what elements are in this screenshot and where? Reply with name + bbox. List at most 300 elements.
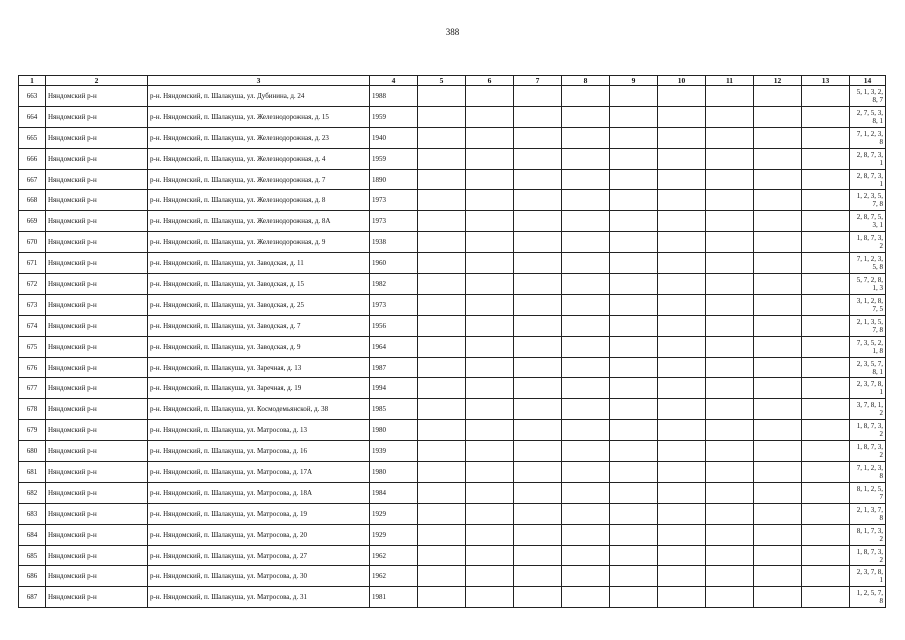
- empty-cell-col-12: [754, 294, 802, 315]
- address-cell: р-н. Няндомский, п. Шалакуша, ул. Железнодорожная, д. 8А: [148, 211, 370, 232]
- empty-cell-col-13: [802, 566, 850, 587]
- empty-cell-col-9: [610, 566, 658, 587]
- empty-cell-col-7: [514, 566, 562, 587]
- empty-cell-col-12: [754, 253, 802, 274]
- address-cell: р-н. Няндомский, п. Шалакуша, ул. Железнодорожная, д. 7: [148, 169, 370, 190]
- empty-cell-col-10: [658, 357, 706, 378]
- codes-cell: 1, 2, 3, 5, 7, 8: [850, 190, 886, 211]
- empty-cell-col-5: [418, 587, 466, 608]
- address-cell: р-н. Няндомский, п. Шалакуша, ул. Матросова, д. 18А: [148, 482, 370, 503]
- column-header-3: 3: [148, 76, 370, 86]
- table-row: [19, 86, 886, 107]
- row-number: 672: [19, 274, 46, 295]
- year-cell: 1994: [370, 378, 418, 399]
- empty-cell-col-6: [466, 336, 514, 357]
- empty-cell-col-11: [706, 211, 754, 232]
- empty-cell-col-10: [658, 127, 706, 148]
- empty-cell-col-8: [562, 587, 610, 608]
- empty-cell-col-5: [418, 106, 466, 127]
- year-cell: 1973: [370, 294, 418, 315]
- district-cell: Няндомский р-н: [46, 232, 148, 253]
- empty-cell-col-10: [658, 441, 706, 462]
- empty-cell-col-9: [610, 378, 658, 399]
- empty-cell-col-5: [418, 357, 466, 378]
- row-number: 671: [19, 253, 46, 274]
- empty-cell-col-6: [466, 274, 514, 295]
- empty-cell-col-9: [610, 420, 658, 441]
- district-cell: Няндомский р-н: [46, 169, 148, 190]
- empty-cell-col-7: [514, 211, 562, 232]
- district-cell: Няндомский р-н: [46, 482, 148, 503]
- empty-cell-col-6: [466, 253, 514, 274]
- empty-cell-col-12: [754, 545, 802, 566]
- empty-cell-col-12: [754, 503, 802, 524]
- empty-cell-col-13: [802, 378, 850, 399]
- empty-cell-col-5: [418, 336, 466, 357]
- address-cell: р-н. Няндомский, п. Шалакуша, ул. Матросова, д. 30: [148, 566, 370, 587]
- empty-cell-col-6: [466, 211, 514, 232]
- empty-cell-col-13: [802, 211, 850, 232]
- empty-cell-col-12: [754, 148, 802, 169]
- empty-cell-col-9: [610, 148, 658, 169]
- empty-cell-col-7: [514, 169, 562, 190]
- district-cell: Няндомский р-н: [46, 274, 148, 295]
- empty-cell-col-5: [418, 253, 466, 274]
- empty-cell-col-8: [562, 482, 610, 503]
- header-row: [19, 76, 886, 86]
- empty-cell-col-6: [466, 148, 514, 169]
- empty-cell-col-6: [466, 315, 514, 336]
- empty-cell-col-12: [754, 190, 802, 211]
- empty-cell-col-12: [754, 441, 802, 462]
- empty-cell-col-11: [706, 294, 754, 315]
- empty-cell-col-11: [706, 127, 754, 148]
- empty-cell-col-6: [466, 86, 514, 107]
- empty-cell-col-11: [706, 169, 754, 190]
- page-number: 388: [445, 27, 460, 37]
- empty-cell-col-10: [658, 524, 706, 545]
- empty-cell-col-5: [418, 545, 466, 566]
- address-cell: р-н. Няндомский, п. Шалакуша, ул. Заречная, д. 19: [148, 378, 370, 399]
- empty-cell-col-12: [754, 86, 802, 107]
- row-number: 664: [19, 106, 46, 127]
- year-cell: 1959: [370, 148, 418, 169]
- empty-cell-col-10: [658, 420, 706, 441]
- address-cell: р-н. Няндомский, п. Шалакуша, ул. Матросова, д. 19: [148, 503, 370, 524]
- codes-cell: 1, 8, 7, 3, 2: [850, 441, 886, 462]
- year-cell: 1981: [370, 587, 418, 608]
- codes-cell: 7, 3, 5, 2, 1, 8: [850, 336, 886, 357]
- district-cell: Няндомский р-н: [46, 127, 148, 148]
- codes-cell: 1, 2, 5, 7, 8: [850, 587, 886, 608]
- empty-cell-col-9: [610, 503, 658, 524]
- district-cell: Няндомский р-н: [46, 399, 148, 420]
- empty-cell-col-9: [610, 86, 658, 107]
- empty-cell-col-9: [610, 482, 658, 503]
- table-row: [19, 420, 886, 441]
- codes-cell: 2, 3, 5, 7, 8, 1: [850, 357, 886, 378]
- empty-cell-col-13: [802, 482, 850, 503]
- empty-cell-col-8: [562, 274, 610, 295]
- column-header-7: 7: [514, 76, 562, 86]
- table-row: [19, 482, 886, 503]
- empty-cell-col-7: [514, 545, 562, 566]
- row-number: 687: [19, 587, 46, 608]
- empty-cell-col-8: [562, 253, 610, 274]
- empty-cell-col-13: [802, 420, 850, 441]
- address-cell: р-н. Няндомский, п. Шалакуша, ул. Дубинина, д. 24: [148, 86, 370, 107]
- empty-cell-col-6: [466, 566, 514, 587]
- empty-cell-col-10: [658, 148, 706, 169]
- empty-cell-col-13: [802, 232, 850, 253]
- empty-cell-col-10: [658, 399, 706, 420]
- year-cell: 1960: [370, 253, 418, 274]
- empty-cell-col-8: [562, 232, 610, 253]
- empty-cell-col-5: [418, 86, 466, 107]
- year-cell: 1938: [370, 232, 418, 253]
- year-cell: 1962: [370, 545, 418, 566]
- empty-cell-col-6: [466, 462, 514, 483]
- empty-cell-col-8: [562, 127, 610, 148]
- address-cell: р-н. Няндомский, п. Шалакуша, ул. Заводская, д. 7: [148, 315, 370, 336]
- empty-cell-col-8: [562, 86, 610, 107]
- row-number: 680: [19, 441, 46, 462]
- codes-cell: 5, 1, 3, 2, 8, 7: [850, 86, 886, 107]
- empty-cell-col-9: [610, 169, 658, 190]
- address-cell: р-н. Няндомский, п. Шалакуша, ул. Матросова, д. 13: [148, 420, 370, 441]
- empty-cell-col-12: [754, 482, 802, 503]
- empty-cell-col-6: [466, 127, 514, 148]
- codes-cell: 1, 8, 7, 3, 2: [850, 232, 886, 253]
- column-header-12: 12: [754, 76, 802, 86]
- district-cell: Няндомский р-н: [46, 106, 148, 127]
- empty-cell-col-9: [610, 357, 658, 378]
- empty-cell-col-5: [418, 524, 466, 545]
- column-header-5: 5: [418, 76, 466, 86]
- district-cell: Няндомский р-н: [46, 336, 148, 357]
- table-row: [19, 462, 886, 483]
- district-cell: Няндомский р-н: [46, 378, 148, 399]
- empty-cell-col-9: [610, 106, 658, 127]
- empty-cell-col-9: [610, 441, 658, 462]
- empty-cell-col-7: [514, 127, 562, 148]
- empty-cell-col-12: [754, 232, 802, 253]
- empty-cell-col-10: [658, 315, 706, 336]
- empty-cell-col-9: [610, 399, 658, 420]
- empty-cell-col-11: [706, 441, 754, 462]
- table-row: [19, 315, 886, 336]
- codes-cell: 2, 1, 3, 7, 8: [850, 503, 886, 524]
- address-cell: р-н. Няндомский, п. Шалакуша, ул. Матросова, д. 17А: [148, 462, 370, 483]
- empty-cell-col-13: [802, 274, 850, 295]
- empty-cell-col-10: [658, 294, 706, 315]
- empty-cell-col-5: [418, 148, 466, 169]
- table-row: [19, 127, 886, 148]
- empty-cell-col-8: [562, 524, 610, 545]
- year-cell: 1959: [370, 106, 418, 127]
- empty-cell-col-11: [706, 148, 754, 169]
- empty-cell-col-13: [802, 190, 850, 211]
- empty-cell-col-8: [562, 566, 610, 587]
- empty-cell-col-7: [514, 315, 562, 336]
- year-cell: 1982: [370, 274, 418, 295]
- column-header-10: 10: [658, 76, 706, 86]
- empty-cell-col-13: [802, 106, 850, 127]
- empty-cell-col-11: [706, 587, 754, 608]
- year-cell: 1980: [370, 420, 418, 441]
- codes-cell: 7, 1, 2, 3, 8: [850, 462, 886, 483]
- address-cell: р-н. Няндомский, п. Шалакуша, ул. Железнодорожная, д. 8: [148, 190, 370, 211]
- row-number: 667: [19, 169, 46, 190]
- empty-cell-col-5: [418, 169, 466, 190]
- district-cell: Няндомский р-н: [46, 524, 148, 545]
- table-row: [19, 545, 886, 566]
- year-cell: 1929: [370, 524, 418, 545]
- empty-cell-col-11: [706, 232, 754, 253]
- row-number: 669: [19, 211, 46, 232]
- row-number: 681: [19, 462, 46, 483]
- empty-cell-col-6: [466, 420, 514, 441]
- codes-cell: 2, 3, 7, 8, 1: [850, 566, 886, 587]
- housing-register-table: [18, 75, 886, 608]
- empty-cell-col-5: [418, 378, 466, 399]
- empty-cell-col-12: [754, 462, 802, 483]
- row-number: 682: [19, 482, 46, 503]
- address-cell: р-н. Няндомский, п. Шалакуша, ул. Заводская, д. 15: [148, 274, 370, 295]
- empty-cell-col-13: [802, 315, 850, 336]
- column-header-4: 4: [370, 76, 418, 86]
- district-cell: Няндомский р-н: [46, 253, 148, 274]
- empty-cell-col-6: [466, 587, 514, 608]
- empty-cell-col-12: [754, 106, 802, 127]
- address-cell: р-н. Няндомский, п. Шалакуша, ул. Железнодорожная, д. 15: [148, 106, 370, 127]
- empty-cell-col-10: [658, 211, 706, 232]
- address-cell: р-н. Няндомский, п. Шалакуша, ул. Заводская, д. 25: [148, 294, 370, 315]
- row-number: 663: [19, 86, 46, 107]
- codes-cell: 1, 8, 7, 3, 2: [850, 420, 886, 441]
- empty-cell-col-5: [418, 462, 466, 483]
- empty-cell-col-10: [658, 190, 706, 211]
- empty-cell-col-12: [754, 211, 802, 232]
- empty-cell-col-9: [610, 315, 658, 336]
- empty-cell-col-13: [802, 357, 850, 378]
- empty-cell-col-12: [754, 420, 802, 441]
- empty-cell-col-12: [754, 169, 802, 190]
- empty-cell-col-7: [514, 441, 562, 462]
- empty-cell-col-10: [658, 462, 706, 483]
- row-number: 683: [19, 503, 46, 524]
- empty-cell-col-9: [610, 253, 658, 274]
- row-number: 678: [19, 399, 46, 420]
- empty-cell-col-10: [658, 566, 706, 587]
- empty-cell-col-8: [562, 462, 610, 483]
- table-row: [19, 232, 886, 253]
- codes-cell: 5, 7, 2, 8, 1, 3: [850, 274, 886, 295]
- empty-cell-col-6: [466, 169, 514, 190]
- empty-cell-col-12: [754, 127, 802, 148]
- year-cell: 1964: [370, 336, 418, 357]
- empty-cell-col-12: [754, 357, 802, 378]
- empty-cell-col-7: [514, 106, 562, 127]
- empty-cell-col-12: [754, 524, 802, 545]
- empty-cell-col-11: [706, 545, 754, 566]
- codes-cell: 7, 1, 2, 3, 5, 8: [850, 253, 886, 274]
- year-cell: 1985: [370, 399, 418, 420]
- codes-cell: 2, 8, 7, 5, 3, 1: [850, 211, 886, 232]
- year-cell: 1956: [370, 315, 418, 336]
- district-cell: Няндомский р-н: [46, 190, 148, 211]
- codes-cell: 8, 1, 7, 3, 2: [850, 524, 886, 545]
- table-row: [19, 357, 886, 378]
- empty-cell-col-13: [802, 253, 850, 274]
- empty-cell-col-13: [802, 336, 850, 357]
- district-cell: Няндомский р-н: [46, 566, 148, 587]
- empty-cell-col-9: [610, 190, 658, 211]
- empty-cell-col-11: [706, 190, 754, 211]
- empty-cell-col-7: [514, 399, 562, 420]
- empty-cell-col-5: [418, 315, 466, 336]
- empty-cell-col-8: [562, 148, 610, 169]
- year-cell: 1939: [370, 441, 418, 462]
- district-cell: Няндомский р-н: [46, 441, 148, 462]
- table-header: [19, 76, 886, 86]
- empty-cell-col-10: [658, 482, 706, 503]
- table-row: [19, 336, 886, 357]
- codes-cell: 2, 7, 5, 3, 8, 1: [850, 106, 886, 127]
- table-row: [19, 106, 886, 127]
- empty-cell-col-9: [610, 587, 658, 608]
- column-header-2: 2: [46, 76, 148, 86]
- empty-cell-col-6: [466, 294, 514, 315]
- empty-cell-col-10: [658, 169, 706, 190]
- empty-cell-col-13: [802, 545, 850, 566]
- empty-cell-col-10: [658, 274, 706, 295]
- codes-cell: 3, 7, 8, 1, 2: [850, 399, 886, 420]
- empty-cell-col-7: [514, 148, 562, 169]
- empty-cell-col-6: [466, 441, 514, 462]
- table-row: [19, 441, 886, 462]
- empty-cell-col-7: [514, 336, 562, 357]
- empty-cell-col-12: [754, 378, 802, 399]
- empty-cell-col-11: [706, 503, 754, 524]
- empty-cell-col-8: [562, 336, 610, 357]
- empty-cell-col-7: [514, 482, 562, 503]
- row-number: 685: [19, 545, 46, 566]
- empty-cell-col-10: [658, 336, 706, 357]
- district-cell: Няндомский р-н: [46, 462, 148, 483]
- empty-cell-col-5: [418, 232, 466, 253]
- table-row: [19, 274, 886, 295]
- codes-cell: 2, 8, 7, 3, 1: [850, 148, 886, 169]
- empty-cell-col-11: [706, 357, 754, 378]
- year-cell: 1929: [370, 503, 418, 524]
- address-cell: р-н. Няндомский, п. Шалакуша, ул. Железнодорожная, д. 4: [148, 148, 370, 169]
- address-cell: р-н. Няндомский, п. Шалакуша, ул. Космодемьянской, д. 38: [148, 399, 370, 420]
- empty-cell-col-6: [466, 190, 514, 211]
- empty-cell-col-7: [514, 587, 562, 608]
- empty-cell-col-6: [466, 482, 514, 503]
- year-cell: 1962: [370, 566, 418, 587]
- row-number: 668: [19, 190, 46, 211]
- empty-cell-col-8: [562, 211, 610, 232]
- empty-cell-col-13: [802, 524, 850, 545]
- column-header-14: 14: [850, 76, 886, 86]
- empty-cell-col-5: [418, 127, 466, 148]
- codes-cell: 1, 8, 7, 3, 2: [850, 545, 886, 566]
- address-cell: р-н. Няндомский, п. Шалакуша, ул. Матросова, д. 20: [148, 524, 370, 545]
- address-cell: р-н. Няндомский, п. Шалакуша, ул. Заречная, д. 13: [148, 357, 370, 378]
- empty-cell-col-6: [466, 232, 514, 253]
- table-row: [19, 503, 886, 524]
- empty-cell-col-8: [562, 420, 610, 441]
- table-row: [19, 524, 886, 545]
- empty-cell-col-12: [754, 587, 802, 608]
- district-cell: Няндомский р-н: [46, 503, 148, 524]
- empty-cell-col-9: [610, 294, 658, 315]
- empty-cell-col-9: [610, 127, 658, 148]
- empty-cell-col-11: [706, 566, 754, 587]
- empty-cell-col-6: [466, 399, 514, 420]
- district-cell: Няндомский р-н: [46, 420, 148, 441]
- district-cell: Няндомский р-н: [46, 587, 148, 608]
- address-cell: р-н. Няндомский, п. Шалакуша, ул. Железнодорожная, д. 9: [148, 232, 370, 253]
- empty-cell-col-8: [562, 315, 610, 336]
- empty-cell-col-11: [706, 315, 754, 336]
- empty-cell-col-8: [562, 106, 610, 127]
- address-cell: р-н. Няндомский, п. Шалакуша, ул. Заводская, д. 9: [148, 336, 370, 357]
- year-cell: 1987: [370, 357, 418, 378]
- column-header-13: 13: [802, 76, 850, 86]
- table-row: [19, 378, 886, 399]
- empty-cell-col-11: [706, 524, 754, 545]
- empty-cell-col-5: [418, 190, 466, 211]
- empty-cell-col-7: [514, 524, 562, 545]
- empty-cell-col-9: [610, 274, 658, 295]
- empty-cell-col-6: [466, 357, 514, 378]
- empty-cell-col-6: [466, 378, 514, 399]
- empty-cell-col-8: [562, 503, 610, 524]
- empty-cell-col-13: [802, 148, 850, 169]
- empty-cell-col-13: [802, 86, 850, 107]
- empty-cell-col-13: [802, 587, 850, 608]
- codes-cell: 7, 1, 2, 3, 8: [850, 127, 886, 148]
- empty-cell-col-7: [514, 232, 562, 253]
- column-header-1: 1: [19, 76, 46, 86]
- row-number: 665: [19, 127, 46, 148]
- table-row: [19, 211, 886, 232]
- year-cell: 1980: [370, 462, 418, 483]
- empty-cell-col-5: [418, 482, 466, 503]
- empty-cell-col-11: [706, 86, 754, 107]
- empty-cell-col-13: [802, 294, 850, 315]
- table-body: [19, 86, 886, 608]
- empty-cell-col-10: [658, 378, 706, 399]
- table-row: [19, 190, 886, 211]
- empty-cell-col-6: [466, 106, 514, 127]
- empty-cell-col-13: [802, 462, 850, 483]
- empty-cell-col-11: [706, 462, 754, 483]
- codes-cell: 3, 1, 2, 8, 7, 5: [850, 294, 886, 315]
- district-cell: Няндомский р-н: [46, 545, 148, 566]
- empty-cell-col-10: [658, 503, 706, 524]
- district-cell: Няндомский р-н: [46, 148, 148, 169]
- empty-cell-col-8: [562, 378, 610, 399]
- empty-cell-col-7: [514, 294, 562, 315]
- address-cell: р-н. Няндомский, п. Шалакуша, ул. Заводская, д. 11: [148, 253, 370, 274]
- empty-cell-col-12: [754, 566, 802, 587]
- empty-cell-col-7: [514, 190, 562, 211]
- address-cell: р-н. Няндомский, п. Шалакуша, ул. Матросова, д. 16: [148, 441, 370, 462]
